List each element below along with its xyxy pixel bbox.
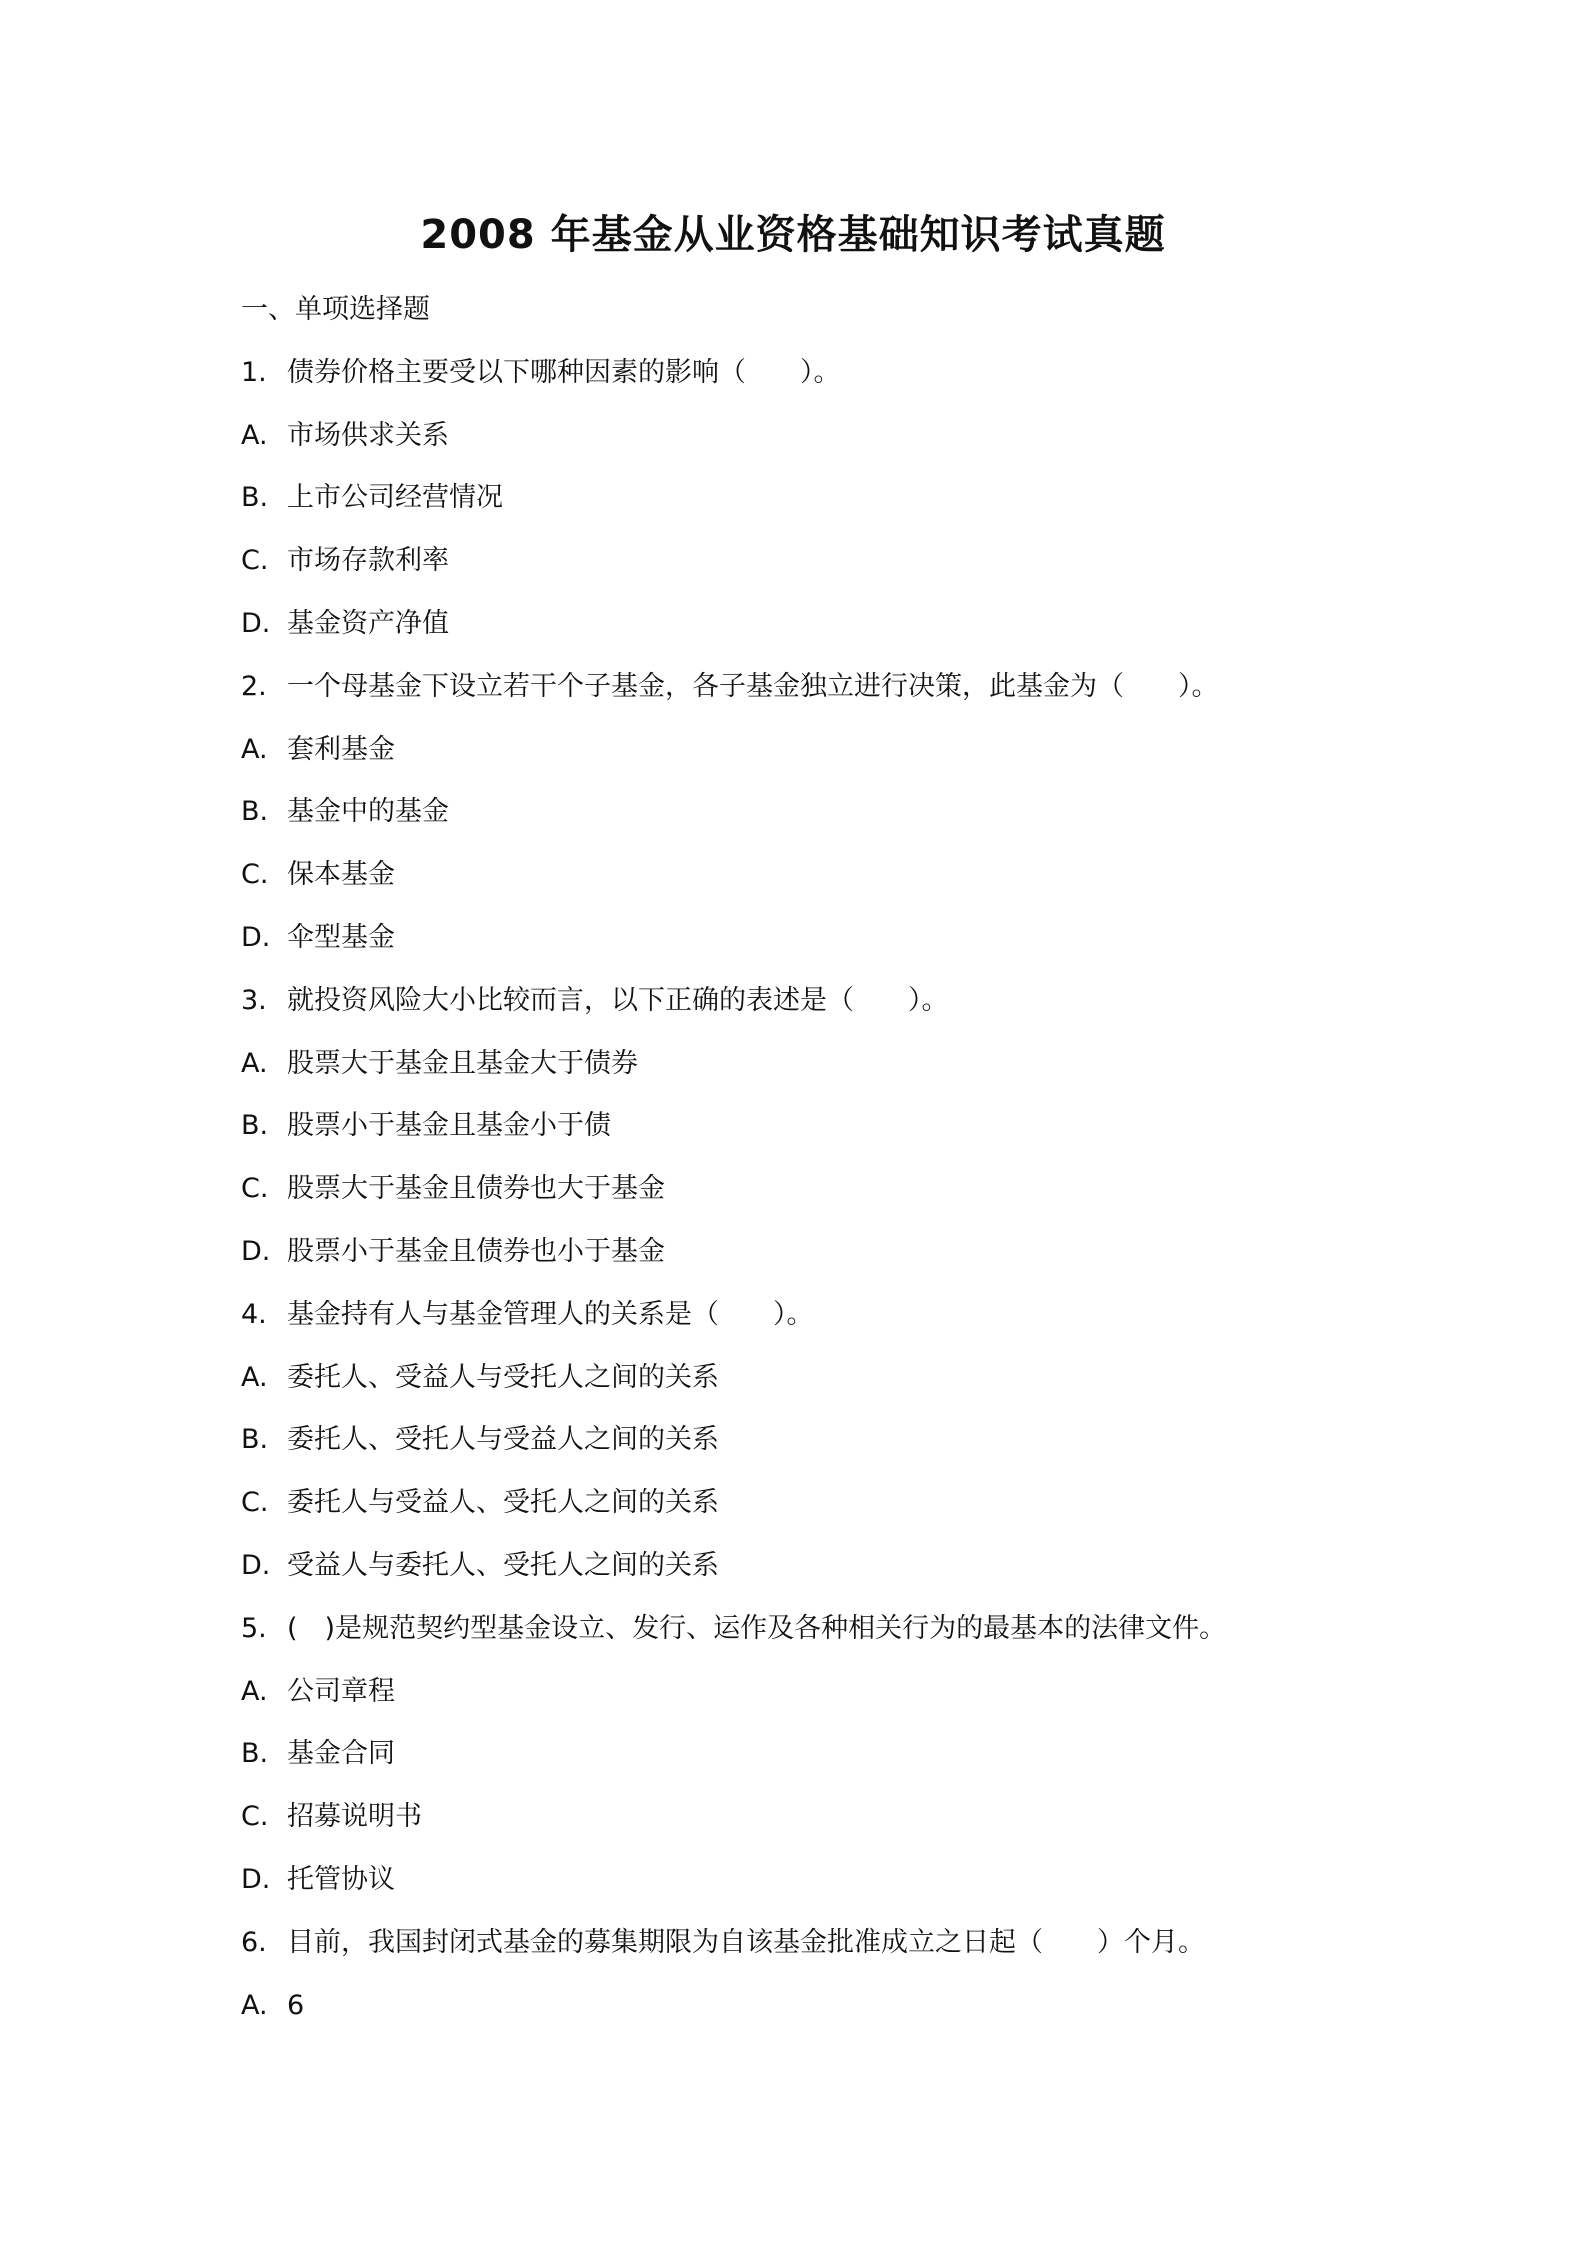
answer-option: [241, 530, 1391, 593]
question-number: 2.: [241, 670, 267, 702]
answer-option: [241, 467, 1391, 530]
option-text: 市场存款利率: [287, 545, 449, 577]
option-text: 套利基金: [287, 733, 395, 765]
option-letter: C.: [241, 1487, 269, 1519]
answer-option: [241, 1535, 1391, 1598]
answer-option: [241, 1095, 1391, 1158]
question-number: 6.: [241, 1926, 267, 1958]
option-letter: A.: [241, 1675, 268, 1707]
question-stem: [241, 1598, 1391, 1661]
question-number: 4.: [241, 1298, 267, 1330]
option-text: 6: [287, 1989, 305, 2021]
option-letter: C.: [241, 1173, 269, 1205]
answer-option: [241, 781, 1391, 844]
option-text: 伞型基金: [287, 921, 395, 953]
answer-option: [241, 1975, 1391, 2038]
option-letter: C.: [241, 545, 269, 577]
option-letter: B.: [241, 482, 269, 514]
option-text: 股票小于基金且基金小于债: [287, 1110, 611, 1142]
option-text: 市场供求关系: [287, 419, 449, 451]
answer-option: [241, 844, 1391, 907]
option-letter: B.: [241, 1738, 269, 1770]
answer-option: [241, 1723, 1391, 1786]
question-stem: [241, 656, 1391, 719]
option-letter: D.: [241, 1549, 271, 1581]
answer-option: [241, 1849, 1391, 1912]
option-letter: C.: [241, 1801, 269, 1833]
question-stem: [241, 342, 1391, 405]
option-text: 招募说明书: [287, 1801, 422, 1833]
option-text: 基金中的基金: [287, 796, 449, 828]
option-text: 委托人、受托人与受益人之间的关系: [287, 1424, 719, 1456]
question-text: 基金持有人与基金管理人的关系是（ ）。: [287, 1298, 814, 1330]
option-letter: B.: [241, 796, 269, 828]
option-letter: A.: [241, 419, 268, 451]
question-list: [241, 279, 1391, 2037]
answer-option: [241, 1661, 1391, 1724]
option-text: 保本基金: [287, 859, 395, 891]
answer-option: [241, 593, 1391, 656]
option-letter: A.: [241, 733, 268, 765]
option-text: 股票大于基金且基金大于债券: [287, 1047, 638, 1079]
option-letter: A.: [241, 1989, 268, 2021]
option-letter: A.: [241, 1047, 268, 1079]
question-text: 债券价格主要受以下哪种因素的影响（ ）。: [287, 356, 841, 388]
section-heading: 一、单项选择题: [241, 294, 430, 325]
question-text: 就投资风险大小比较而言，以下正确的表述是（ ）。: [287, 984, 949, 1016]
answer-option: [241, 719, 1391, 782]
option-text: 托管协议: [287, 1863, 395, 1895]
question-stem: [241, 1284, 1391, 1347]
question-text: ( )是规范契约型基金设立、发行、运作及各种相关行为的最基本的法律文件。: [287, 1612, 1227, 1644]
option-letter: D.: [241, 921, 271, 953]
option-text: 股票小于基金且债券也小于基金: [287, 1235, 665, 1267]
option-letter: D.: [241, 607, 271, 639]
option-letter: C.: [241, 859, 269, 891]
answer-option: [241, 1158, 1391, 1221]
answer-option: [241, 405, 1391, 468]
question-stem: [241, 1912, 1391, 1975]
option-text: 受益人与委托人、受托人之间的关系: [287, 1549, 719, 1581]
question-text: 目前，我国封闭式基金的募集期限为自该基金批准成立之日起（ ）个月。: [287, 1926, 1205, 1958]
question-stem: [241, 970, 1391, 1033]
answer-option: [241, 1472, 1391, 1535]
question-number: 5.: [241, 1612, 267, 1644]
option-text: 公司章程: [287, 1675, 395, 1707]
option-text: 基金合同: [287, 1738, 395, 1770]
option-text: 委托人、受益人与受托人之间的关系: [287, 1361, 719, 1393]
question-number: 3.: [241, 984, 267, 1016]
answer-option: [241, 1786, 1391, 1849]
answer-option: [241, 1347, 1391, 1410]
answer-option: [241, 1409, 1391, 1472]
option-letter: B.: [241, 1424, 269, 1456]
option-text: 委托人与受益人、受托人之间的关系: [287, 1487, 719, 1519]
option-letter: A.: [241, 1361, 268, 1393]
option-text: 上市公司经营情况: [287, 482, 503, 514]
option-text: 基金资产净值: [287, 607, 449, 639]
answer-option: [241, 907, 1391, 970]
answer-option: [241, 1033, 1391, 1096]
option-letter: B.: [241, 1110, 269, 1142]
answer-option: [241, 1221, 1391, 1284]
question-number: 1.: [241, 356, 267, 388]
option-letter: D.: [241, 1235, 271, 1267]
question-text: 一个母基金下设立若干个子基金，各子基金独立进行决策，此基金为（ ）。: [287, 670, 1219, 702]
page-title: 2008 年基金从业资格基础知识考试真题: [420, 212, 1166, 258]
option-text: 股票大于基金且债券也大于基金: [287, 1173, 665, 1205]
option-letter: D.: [241, 1863, 271, 1895]
